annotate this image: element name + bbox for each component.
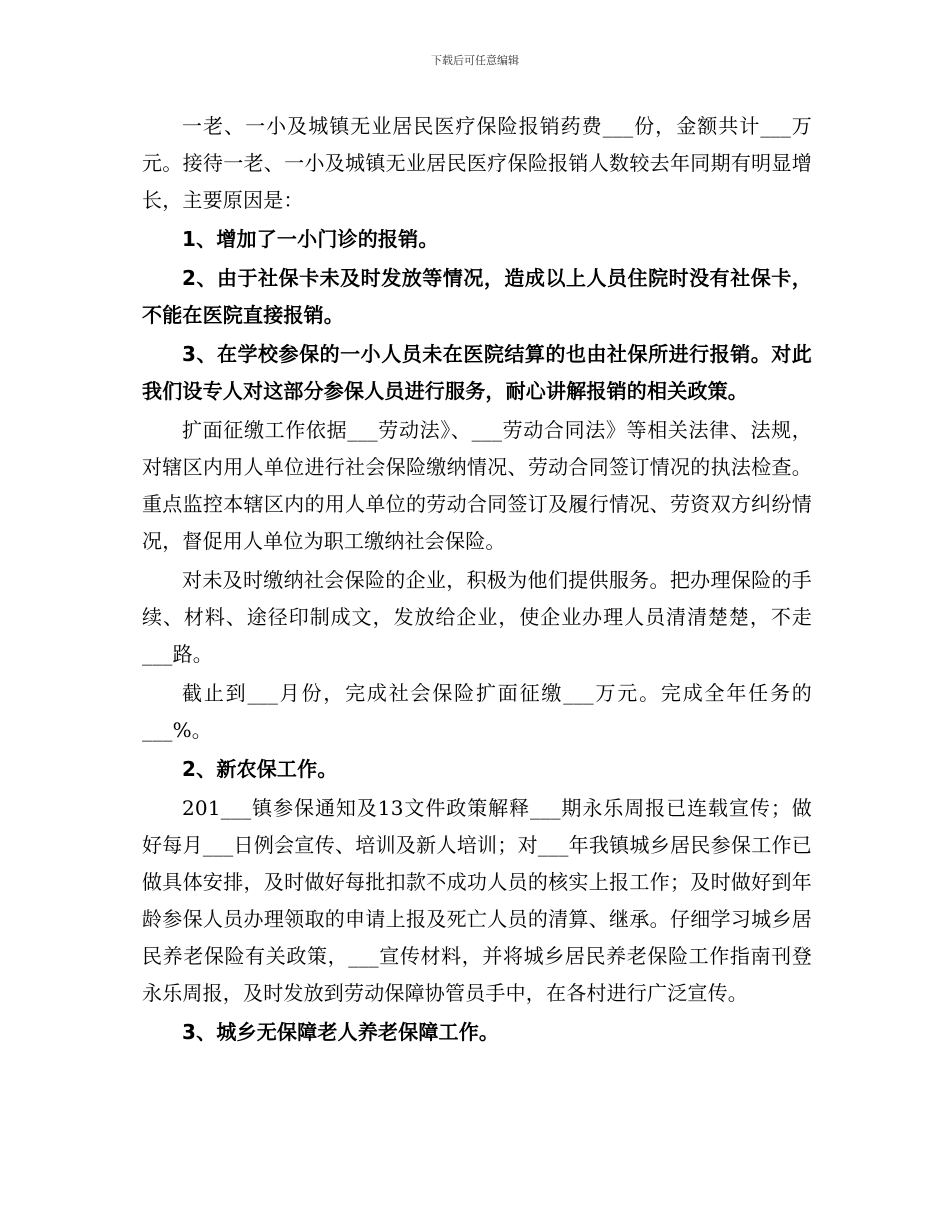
paragraph-heading: 1、增加了一小门诊的报销。 <box>182 227 439 251</box>
paragraph: 一老、一小及城镇无业居民医疗保险报销药费___份，金额共计___万元。接待一老、一小及城镇无业居民医疗保险报销人数较去年同期有明显增长，主要原因是： <box>142 114 812 212</box>
document-body <box>142 108 812 1051</box>
paragraph: 201___镇参保通知及13文件政策解释___期永乐周报已连载宣传；做好每月___日例会宣传、培训及新人培训；对___年我镇城乡居民参保工作已做具体安排，及时做好每批扣款不成功人员的核实上报工作；及时做好到年龄参保人员办理领取的申请上报及死亡人员的清算、继承。仔细学习城乡居民养老保险有关政策，___宣传材料，并将城乡居民养老保险工作指南刊登永乐周报，及时发放到劳动保障协管员手中，在各村进行广泛宣传。 <box>142 796 812 1005</box>
paragraph-heading: 2、由于社保卡未及时发放等情况，造成以上人员住院时没有社保卡，不能在医院直接报销。 <box>142 266 812 327</box>
paragraph: 截止到___月份，完成社会保险扩面征缴___万元。完成全年任务的___%。 <box>142 681 812 742</box>
page-header: 下载后可任意编辑 <box>431 54 519 67</box>
paragraph: 对未及时缴纳社会保险的企业，积极为他们提供服务。把办理保险的手续、材料、途径印制成文，发放给企业，使企业办理人员清清楚楚，不走___路。 <box>142 568 812 666</box>
paragraph: 扩面征缴工作依据___劳动法》、___劳动合同法》等相关法律、法规，对辖区内用人单位进行社会保险缴纳情况、劳动合同签订情况的执法检查。重点监控本辖区内的用人单位的劳动合同签订及履行情况、劳资双方纠纷情况，督促用人单位为职工缴纳社会保险。 <box>142 418 812 553</box>
section-heading: 2、新农保工作。 <box>182 757 338 781</box>
paragraph-heading: 3、在学校参保的一小人员未在医院结算的也由社保所进行报销。对此我们设专人对这部分参保人员进行服务，耐心讲解报销的相关政策。 <box>142 342 812 403</box>
section-heading: 3、城乡无保障老人养老保障工作。 <box>182 1020 500 1044</box>
